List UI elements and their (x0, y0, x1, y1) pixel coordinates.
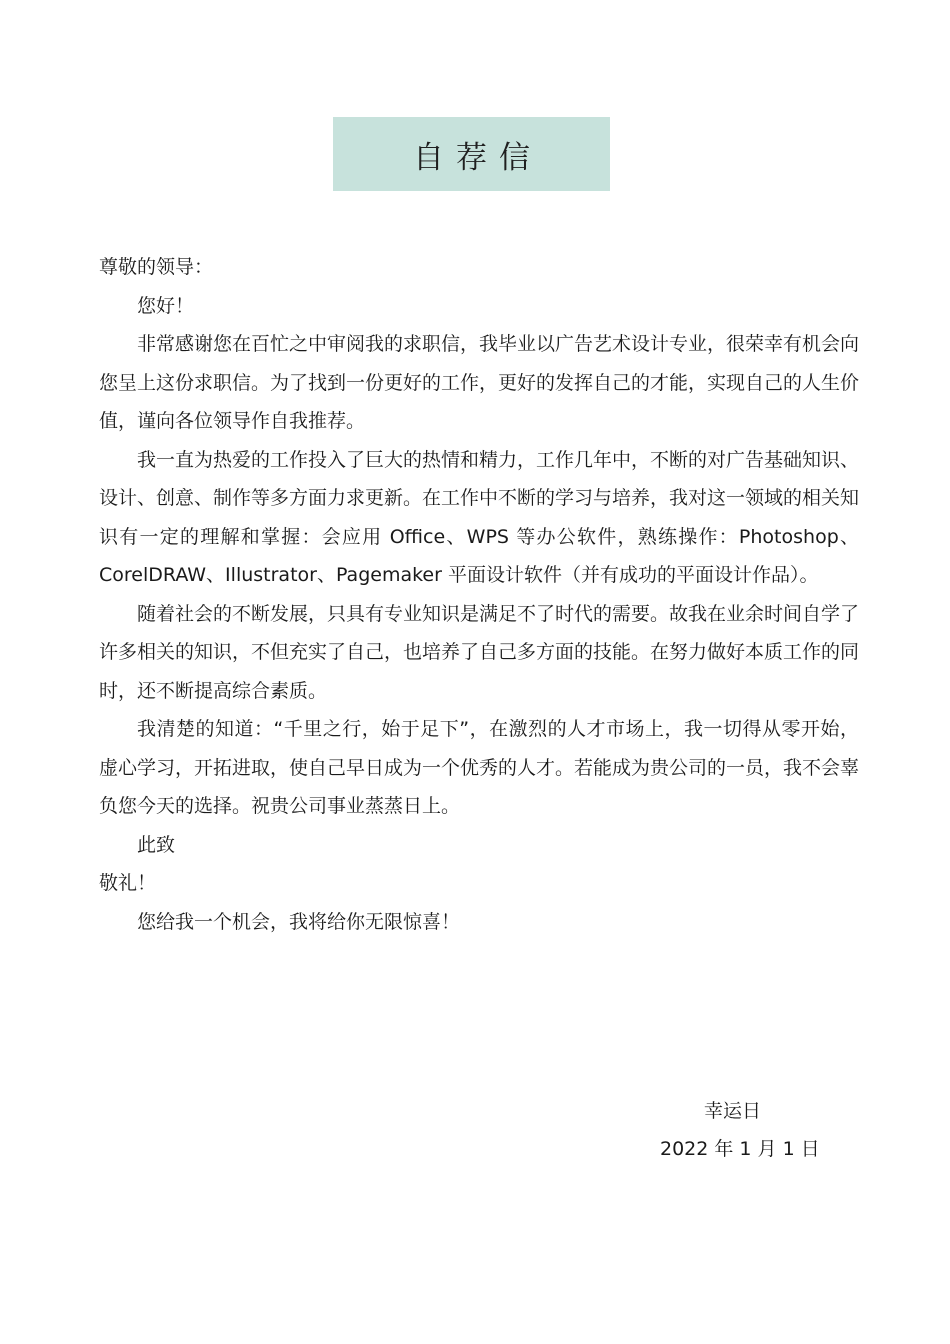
greeting: 您好！ (137, 294, 195, 317)
signature-date: 2022 年 1 月 1 日 (660, 1138, 820, 1160)
paragraph-intro: 非常感谢您在百忙之中审阅我的求职信，我毕业以广告艺术设计专业，很荣幸有机会向您呈上这份求职信。为了找到一份更好的工作，更好的发挥自己的才能，实现自己的人生价值，谨向各位领导作自我推荐。 (99, 333, 860, 432)
paragraph-commitment: 我清楚的知道：“千里之行，始于足下”，在激烈的人才市场上，我一切得从零开始，虚心学习，开拓进取，使自己早日成为一个优秀的人才。若能成为贵公司的一员，我不会辜负您今天的选择。祝贵公司事业蒸蒸日上。 (99, 718, 860, 817)
title-banner (333, 117, 610, 191)
closing: 此致 (137, 833, 176, 856)
postscript: 您给我一个机会，我将给你无限惊喜！ (137, 910, 461, 933)
letter-body (99, 248, 859, 941)
paragraph-self-study: 随着社会的不断发展，只具有专业知识是满足不了时代的需要。故我在业余时间自学了许多相关的知识，不但充实了自己，也培养了自己多方面的技能。在努力做好本质工作的同时，还不断提高综合素质。 (99, 602, 860, 702)
page-title: 自荐信 (413, 139, 542, 176)
signature-name: 幸运日 (704, 1100, 762, 1122)
salutation: 尊敬的领导： (99, 256, 214, 278)
paragraph-experience: 我一直为热爱的工作投入了巨大的热情和精力，工作几年中，不断的对广告基础知识、设计、创意、制作等多方面力求更新。在工作中不断的学习与培养，我对这一领域的相关知识有一定的理解和掌握：会应用 Office、WPS 等办公软件，熟练操作：Photoshop、CorelDRAW、Illustrator、Pagemaker 平面设计软件（并有成功的平面设计作品）。 (99, 448, 860, 586)
regards: 敬礼！ (99, 872, 157, 894)
